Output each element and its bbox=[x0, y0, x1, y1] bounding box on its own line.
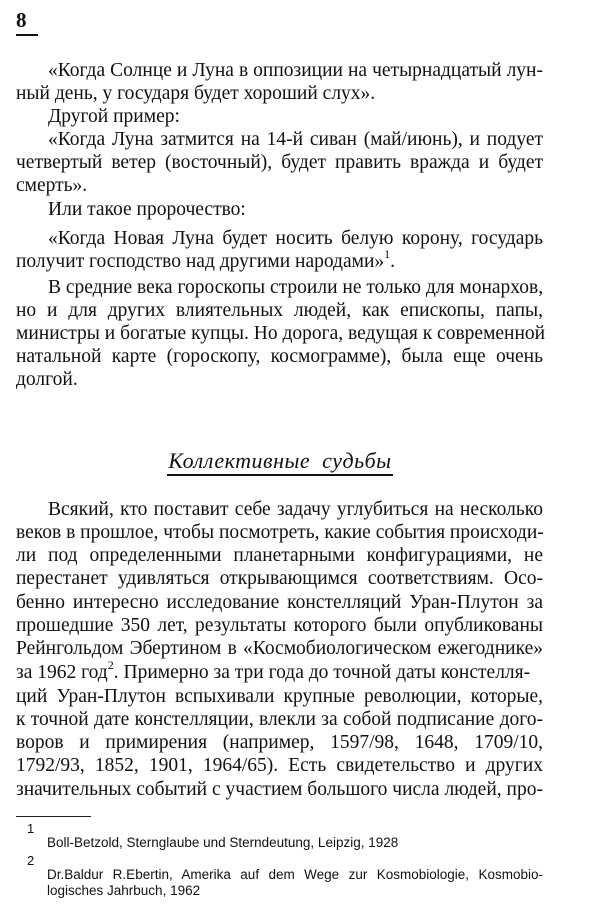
text-line: ций Уран-Плутон вспыхивали крупные революции, которые, bbox=[16, 686, 543, 707]
footnote-text: logisches Jahrbuch, 1962 bbox=[47, 883, 201, 898]
text-line: «Когда Луна затмится на 14-й сиван (май/июнь), и подует bbox=[48, 129, 543, 150]
text-line: министры и богатые купцы. Но дорога, ведущая к современной bbox=[16, 323, 546, 344]
text-line: Всякий, кто поставит себе задачу углубиться на несколько bbox=[48, 499, 543, 520]
text-line bbox=[16, 658, 543, 684]
text-line: 1792/93, 1852, 1901, 1964/65). Есть свидетельство и других bbox=[16, 755, 543, 776]
text-line: четвертый ветер (восточный), будет править вражда и будет bbox=[16, 152, 543, 173]
text-fragment: получит господство над другими народами» bbox=[16, 251, 385, 272]
footnote-reference-1[interactable]: 1 bbox=[384, 247, 391, 261]
text-line: воров и примирения (например, 1597/98, 1648, 1709/10, bbox=[16, 732, 543, 753]
text-line: значительных событий с участием большого числа людей, про- bbox=[16, 779, 543, 800]
text-line: Или такое пророчество: bbox=[48, 199, 246, 220]
section-heading bbox=[0, 449, 560, 476]
text-line: В средние века гороскопы строили не только для монархов, bbox=[48, 277, 544, 298]
text-line: но и для других влиятельных людей, как епископы, папы, bbox=[16, 300, 543, 321]
text-line: смерть». bbox=[16, 175, 88, 196]
footnote-text: Boll-Betzold, Sternglaube und Sterndeutung, Leipzig, 1928 bbox=[47, 835, 399, 850]
text-line: «Когда Солнце и Луна в оппозиции на четырнадцатый лун- bbox=[48, 60, 543, 81]
text-fragment: за 1962 год bbox=[16, 662, 108, 683]
text-line: перестанет удивляться открывающимся соответствиям. Осо- bbox=[16, 568, 543, 589]
text-line: натальной карте (гороскопу, космограмме), была еще очень bbox=[16, 346, 543, 367]
footnote-divider bbox=[16, 816, 91, 817]
page-number: 8 bbox=[16, 8, 27, 32]
text-line: долгой. bbox=[16, 369, 78, 390]
text-line: Рейнгольдом Эбертином в «Космобиологическом ежегоднике» bbox=[16, 638, 543, 659]
footnote-text: Dr.Baldur R.Ebertin, Amerika auf dem Wege zur Kosmobiologie, Kosmobio- bbox=[47, 867, 543, 882]
footnote-number: 1 bbox=[27, 821, 35, 836]
text-line: ный день, у государя будет хороший слух». bbox=[16, 83, 376, 104]
text-line: Другой пример: bbox=[48, 106, 180, 127]
text-line: к точной дате констелляции, влекли за собой подписание дого- bbox=[16, 709, 543, 730]
text-line: веков в прошлое, чтобы посмотреть, какие события происходи- bbox=[16, 522, 544, 543]
text-line: ли под определенными планетарными конфигурациями, не bbox=[16, 545, 543, 566]
footnote-number: 2 bbox=[27, 853, 35, 868]
text-line: бенно интересно исследование констелляций Уран-Плутон за bbox=[16, 592, 543, 613]
page-number-rule bbox=[16, 34, 38, 36]
text-line: «Когда Новая Луна будет носить белую корону, государь bbox=[48, 228, 543, 249]
text-fragment: . Примерно за три года до точной даты констелля- bbox=[113, 662, 531, 683]
text-fragment: . bbox=[390, 251, 396, 272]
footnote-reference-2[interactable]: 2 bbox=[107, 658, 114, 672]
text-line bbox=[16, 247, 543, 273]
section-heading-title: Коллективные судьбы bbox=[167, 449, 392, 476]
text-line: прошедшие 350 лет, результаты которого были опубликованы bbox=[16, 615, 543, 636]
